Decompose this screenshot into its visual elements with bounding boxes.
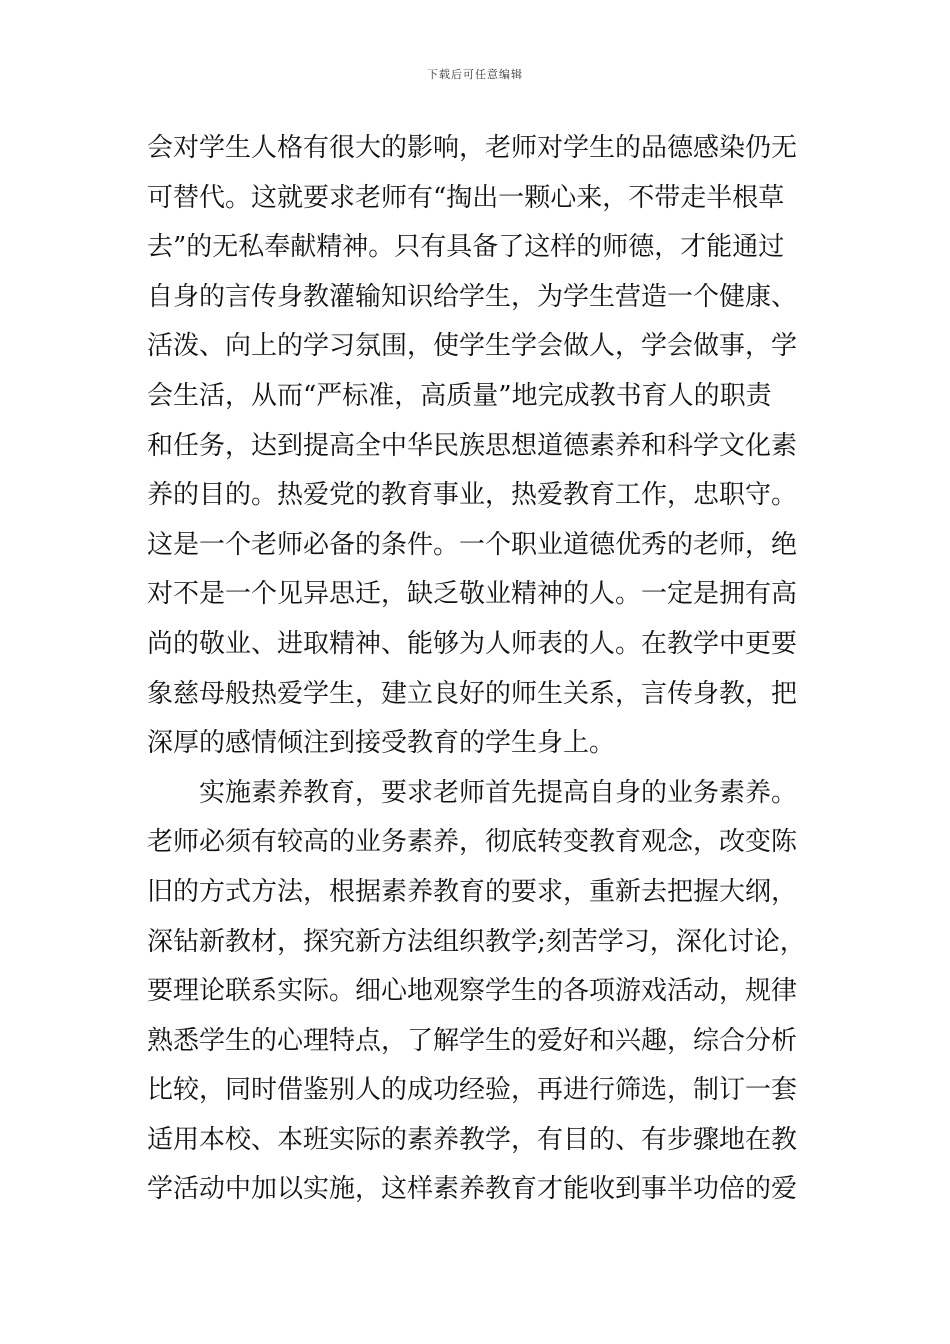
text-line: 这是一个老师必备的条件。一个职业道德优秀的老师，绝: [147, 529, 798, 560]
text-line: 要理论联系实际。细心地观察学生的各项游戏活动，规律: [147, 976, 798, 1007]
text-line: 会对学生人格有很大的影响，老师对学生的品德感染仍无: [147, 133, 798, 163]
text-line: 尚的敬业、进取精神、能够为人师表的人。在教学中更要: [147, 628, 798, 659]
text-line: 和任务，达到提高全中华民族思想道德素养和科学文化素: [147, 430, 798, 461]
text-line: 象慈母般热爱学生，建立良好的师生关系，言传身教，把: [147, 678, 798, 709]
text-line: 深钻新教材，探究新方法组织教学;刻苦学习，深化讨论，: [147, 926, 806, 957]
text-line: 旧的方式方法，根据素养教育的要求，重新去把握大纲，: [147, 876, 798, 907]
text-line: 养的目的。热爱党的教育事业，热爱教育工作，忠职守。: [147, 480, 798, 511]
text-line: 学活动中加以实施，这样素养教育才能收到事半功倍的爱: [147, 1174, 798, 1205]
text-line: 可替代。这就要求老师有“掏出一颗心来，不带走半根草: [147, 182, 785, 213]
text-line: 去”的无私奉献精神。只有具备了这样的师德，才能通过: [147, 232, 785, 263]
text-line: 熟悉学生的心理特点，了解学生的爱好和兴趣，综合分析: [147, 1025, 798, 1056]
text-line: 自身的言传身教灌输知识给学生，为学生营造一个健康、: [147, 281, 798, 312]
paragraph-start-line: 实施素养教育，要求老师首先提高自身的业务素养。: [199, 777, 798, 808]
text-line: 对不是一个见异思迁，缺乏敬业精神的人。一定是拥有高: [147, 579, 798, 610]
text-line: 活泼、向上的学习氛围，使学生学会做人，学会做事，学: [147, 331, 798, 362]
text-line: 深厚的感情倾注到接受教育的学生身上。: [147, 728, 616, 759]
text-line: 适用本校、本班实际的素养教学，有目的、有步骤地在教: [147, 1124, 798, 1155]
download-editable-note: 下载后可任意编辑: [427, 68, 523, 81]
text-line: 比较，同时借鉴别人的成功经验，再进行筛选，制订一套: [147, 1075, 798, 1106]
text-line: 老师必须有较高的业务素养，彻底转变教育观念，改变陈: [147, 827, 798, 858]
text-line: 会生活，从而“严标准，高质量”地完成教书育人的职责: [147, 380, 772, 411]
document-body: [147, 124, 817, 1215]
